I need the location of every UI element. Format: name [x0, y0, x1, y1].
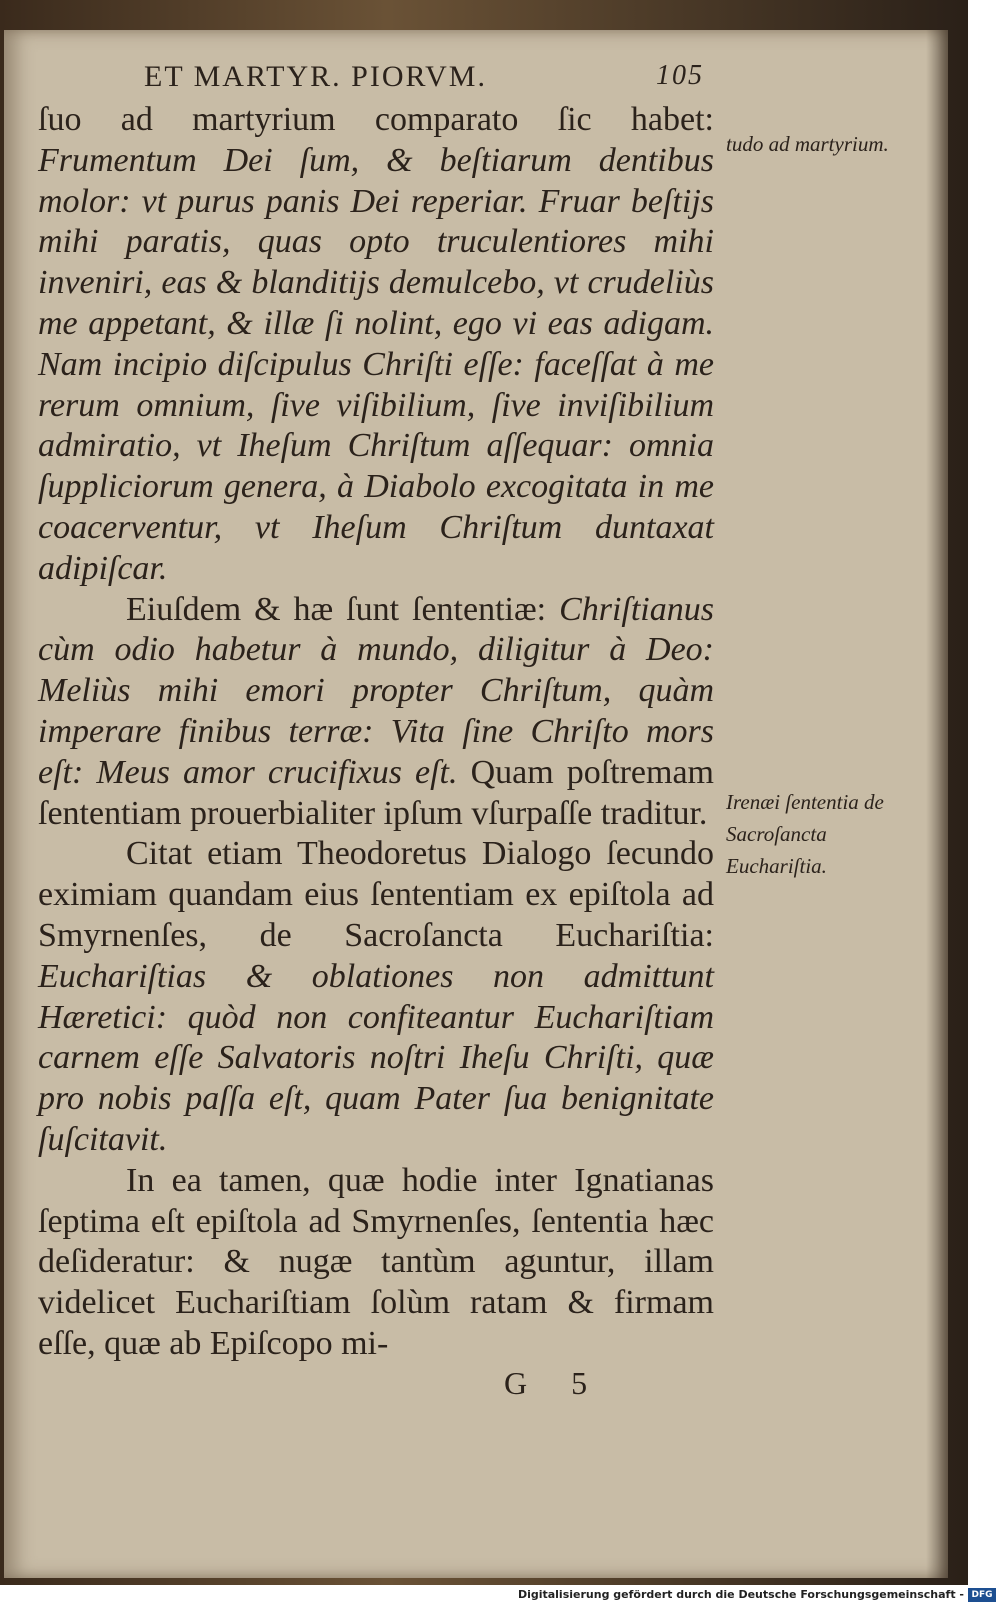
book-page [4, 30, 948, 1578]
marginal-note-1: tudo ad martyrium. [726, 132, 889, 156]
paragraph [38, 834, 714, 1160]
body-text-run: Quam poſtremam ſententiam prouerbialiter ipſum vſurpaſſe traditur. [38, 753, 714, 832]
signature-mark: G 5 [504, 1365, 606, 1401]
paragraph [38, 100, 714, 590]
body-text-run: ſuo ad martyrium comparato ſic habet: [38, 101, 714, 138]
main-text-column [38, 100, 714, 1365]
running-title: ET MARTYR. PIORVM. [144, 60, 487, 93]
page-edge-shadow [926, 30, 948, 1578]
page-number: 105 [656, 60, 704, 91]
italic-quotation: Euchariſtias & oblationes non admittunt Hæretici: quòd non confiteantur Euchariſtiam carnem eſſe Salvatoris noſtri Iheſu Chriſti, quæ pro nobis paſſa eſt, quam Pater ſua benignitate ſuſcitavit. [38, 957, 714, 1158]
marginal-note-2: Irenæi ſententia de Sacroſancta Euchariſtia. [726, 790, 884, 878]
dfg-logo: DFG [968, 1588, 996, 1602]
paragraph [38, 590, 714, 835]
body-text-run: Eiuſdem & hæ ſunt ſententiæ: [126, 590, 560, 628]
digitization-footer [0, 1585, 1000, 1605]
funding-credit: Digitalisierung gefördert durch die Deutsche Forschungsgemeinschaft - [517, 1588, 964, 1601]
running-header [144, 60, 704, 94]
body-text-run: Citat etiam Theodoretus Dialogo ſecundo eximiam quandam eius ſententiam ex epiſtola ad Smyrnenſes, de Sacroſancta Euchariſtia: [38, 835, 714, 954]
body-text-run: In ea tamen, quæ hodie inter Ignatianas ſeptima eſt epiſtola ad Smyrnenſes, ſententia hæc deſideratur: & nugæ tantùm aguntur, illam videlicet Euchariſtiam ſolùm ratam & firmam eſſe, quæ ab Epiſcopo mi- [38, 1161, 714, 1362]
paragraph [38, 1161, 714, 1365]
italic-quotation: Frumentum Dei ſum, & beſtiarum dentibus molor: vt purus panis Dei reperiar. Fruar beſtijs mihi paratis, quas opto truculentiores mihi inveniri, eas & blanditijs demulcebo, vt crudeliùs me appetant, & illæ ſi nolint, ego vi eas adigam. Nam incipio diſcipulus Chriſti eſſe: faceſſat à me rerum omnium, ſive viſibilium, ſive inviſibilium admiratio, vt Iheſum Chriſtum aſſequar: omnia ſuppliciorum genera, à Diabolo excogitata in me coacerventur, vt Iheſum Chriſtum duntaxat adipiſcar. [38, 141, 714, 587]
italic-quotation: Chriſtianus cùm odio habetur à mundo, diligitur à Deo: Meliùs mihi emori propter Chriſtum, quàm imperare finibus terræ: Vita ſine Chriſto mors eſt: Meus amor crucifixus eſt. [38, 590, 714, 791]
